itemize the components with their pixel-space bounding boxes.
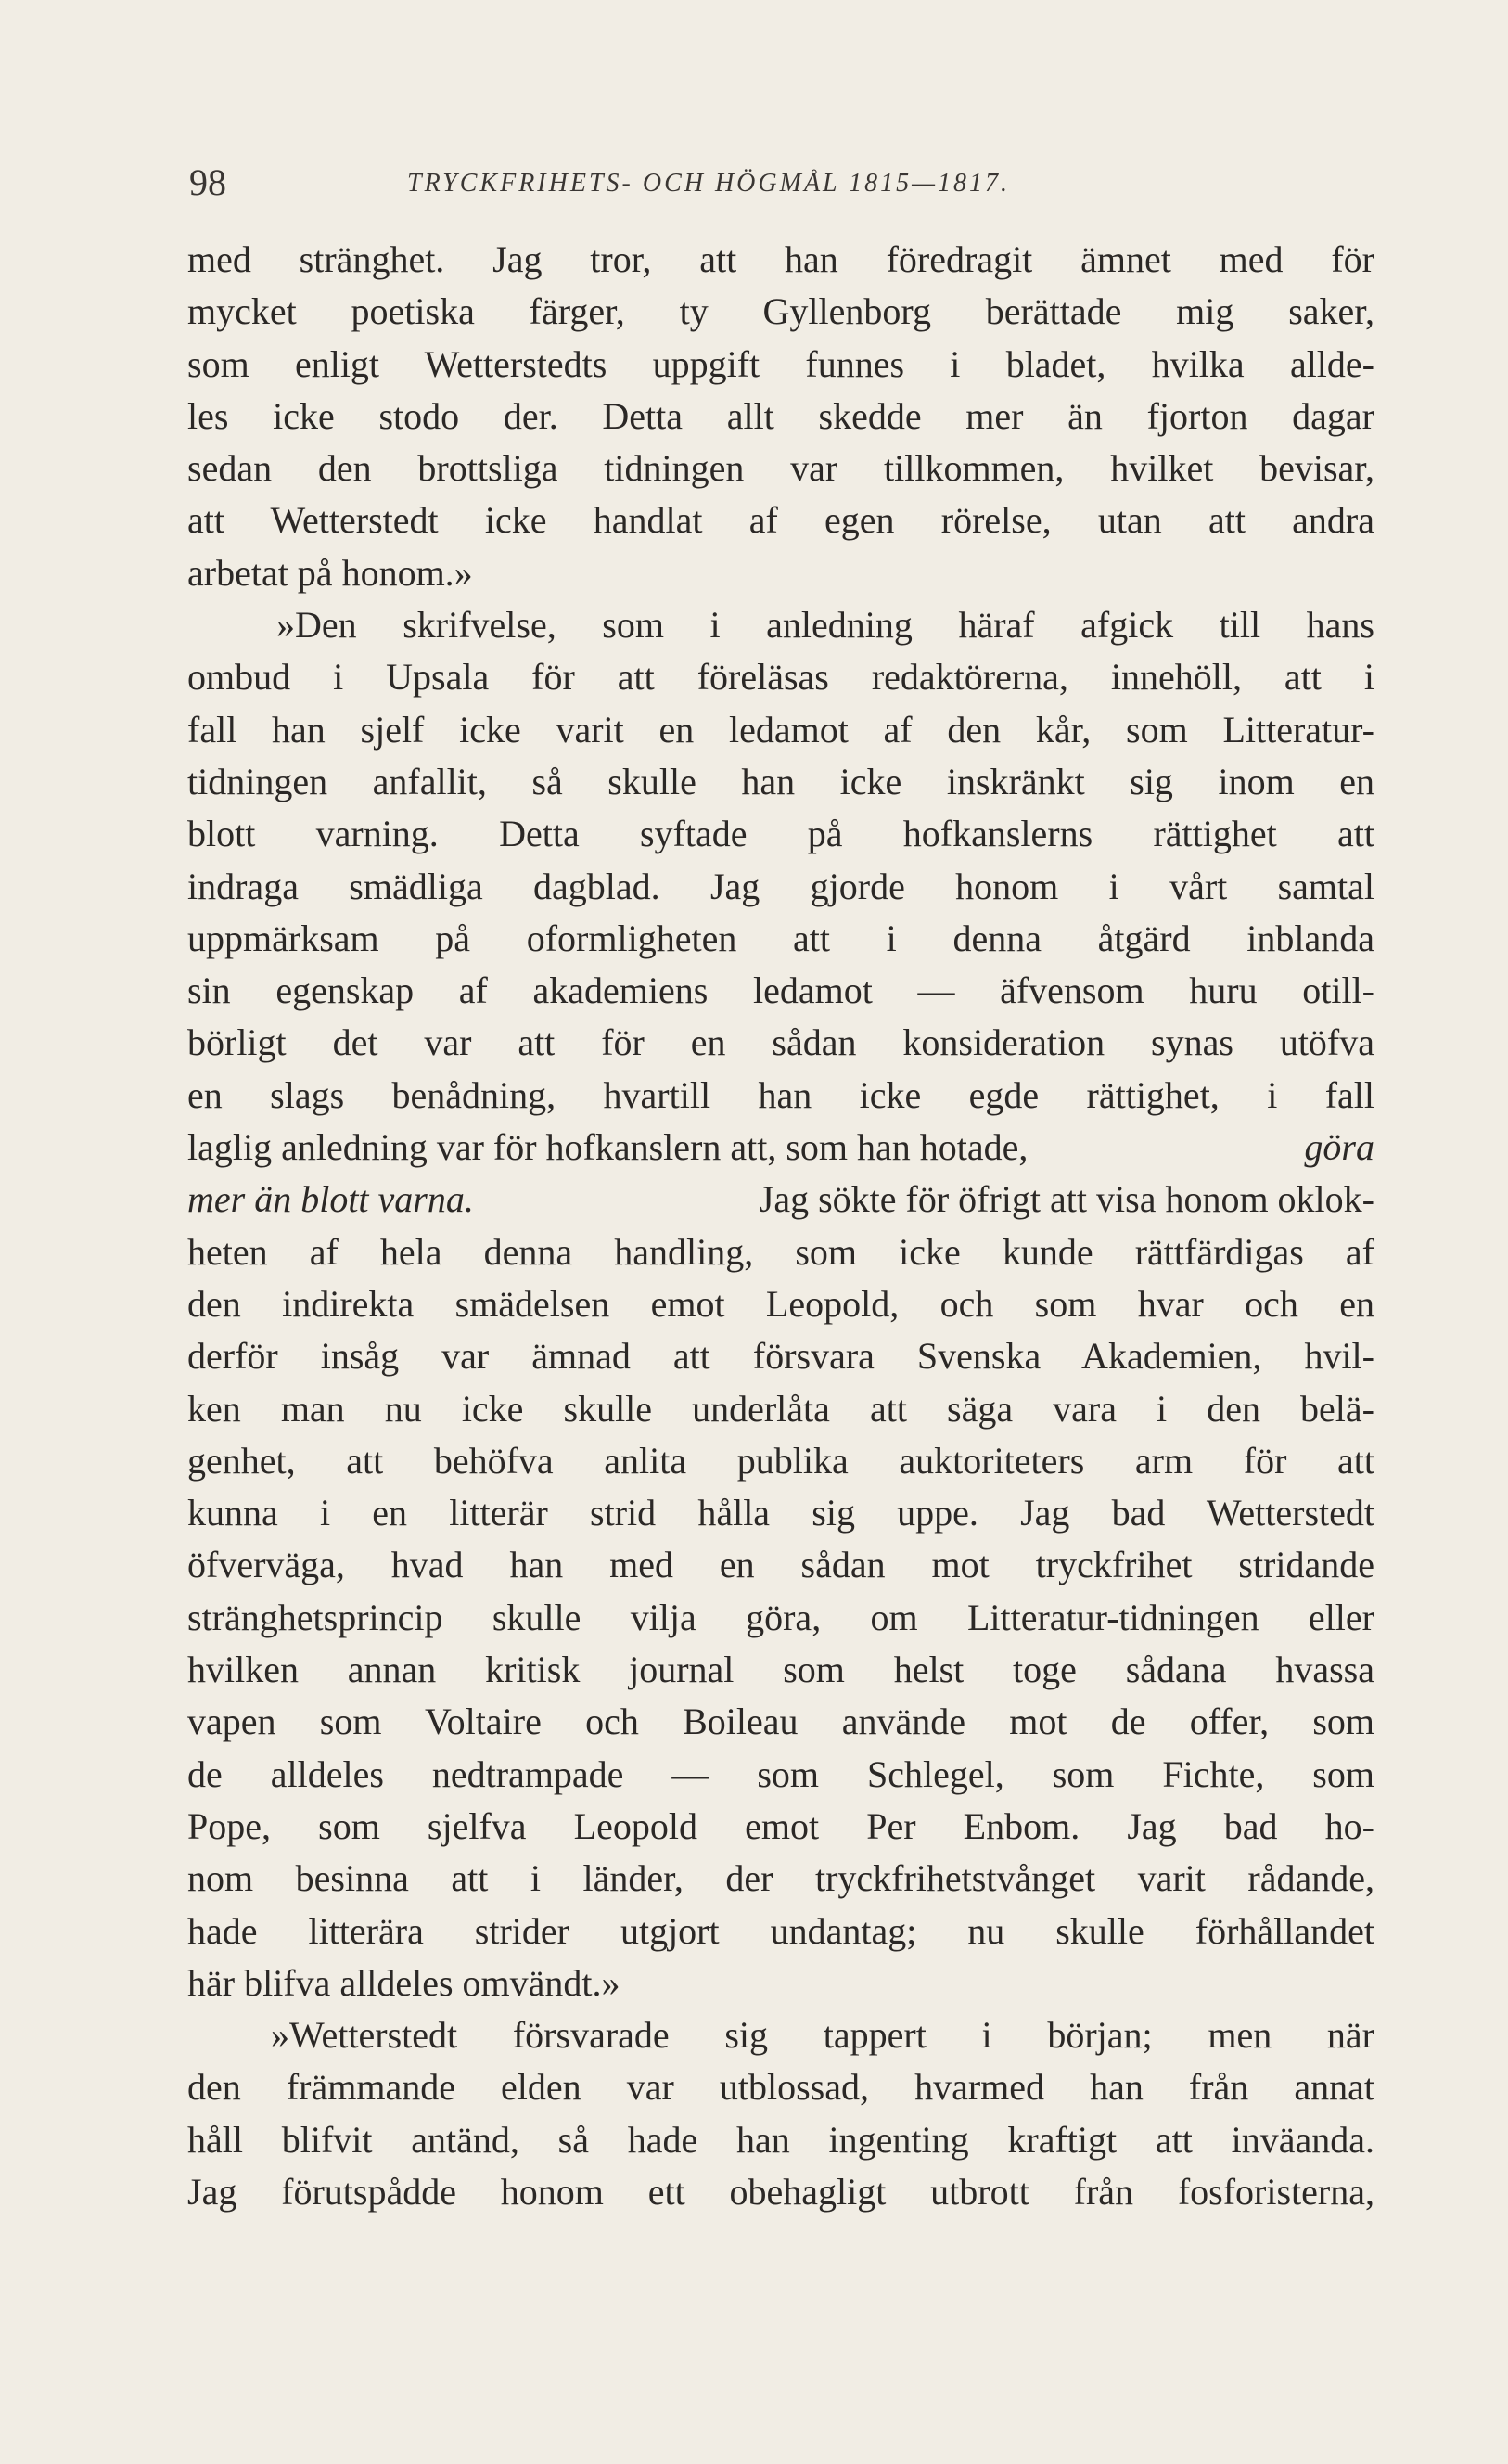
text-line: indraga smädliga dagblad. Jag gjorde honom i vårt samtal — [187, 865, 1374, 907]
text-segment: Jag sökte för öfrigt att visa honom oklok- — [759, 1178, 1374, 1221]
text-line: »Den skrifvelse, som i anledning häraf afgick till hans — [276, 604, 1374, 647]
text-line: blott varning. Detta syftade på hofkanslerns rättighet att — [187, 813, 1374, 855]
text-line-mixed — [187, 1174, 1374, 1226]
text-line: sedan den brottsliga tidningen var tillkommen, hvilket bevisar, — [187, 447, 1374, 490]
text-line: vapen som Voltaire och Boileau använde mot de offer, som — [187, 1700, 1374, 1743]
body-text — [187, 234, 1374, 2218]
text-line: den indirekta smädelsen emot Leopold, och som hvar och en — [187, 1282, 1374, 1325]
text-line: ken man nu icke skulle underlåta att säga vara i den belä- — [187, 1387, 1374, 1430]
text-line: börligt det var att för en sådan konsideration synas utöfva — [187, 1021, 1374, 1064]
text-line: Jag förutspådde honom ett obehagligt utbrott från fosforisterna, — [187, 2170, 1374, 2213]
text-line-mixed — [187, 1122, 1374, 1174]
text-line: som enligt Wetterstedts uppgift funnes i bladet, hvilka allde- — [187, 342, 1374, 385]
text-line: uppmärksam på oformligheten att i denna åtgärd inblanda — [187, 917, 1374, 959]
page-header — [189, 160, 1376, 206]
text-line: hade litterära strider utgjort undantag; nu skulle förhållandet — [187, 1909, 1374, 1952]
text-line: tidningen anfallit, så skulle han icke inskränkt sig inom en — [187, 760, 1374, 802]
text-line: här blifva alldeles omvändt.» — [187, 1961, 620, 2004]
text-line: öfverväga, hvad han med en sådan mot tryckfrihet stridande — [187, 1544, 1374, 1586]
text-segment-italic: mer än blott varna. — [187, 1178, 474, 1221]
text-line: arbetat på honom.» — [187, 551, 473, 594]
text-line: sin egenskap af akademiens ledamot — äfvensom huru otill- — [187, 969, 1374, 1012]
text-line: »Wetterstedt försvarade sig tappert i början; men när — [271, 2014, 1374, 2057]
text-segment-italic: göra — [1304, 1126, 1374, 1169]
text-line: les icke stodo der. Detta allt skedde mer än fjorton dagar — [187, 394, 1374, 437]
text-line: mycket poetiska färger, ty Gyllenborg berättade mig saker, — [187, 290, 1374, 333]
text-segment: laglig anledning var för hofkanslern att, som han hotade, — [187, 1126, 1029, 1169]
text-line: stränghetsprincip skulle vilja göra, om Litteratur-tidningen eller — [187, 1596, 1374, 1638]
page-number: 98 — [189, 161, 226, 203]
text-line: håll blifvit antänd, så hade han ingenting kraftigt att inväanda. — [187, 2118, 1374, 2161]
text-line: de alldeles nedtrampade — som Schlegel, som Fichte, som — [187, 1752, 1374, 1795]
text-line: hvilken annan kritisk journal som helst toge sådana hvassa — [187, 1649, 1374, 1691]
text-line: den främmande elden var utblossad, hvarmed han från annat — [187, 2066, 1374, 2109]
text-line: derför insåg var ämnad att försvara Svenska Akademien, hvil- — [187, 1335, 1374, 1378]
running-head: TRYCKFRIHETS- OCH HÖGMÅL 1815—1817. — [407, 169, 1011, 198]
text-line: genhet, att behöfva anlita publika auktoriteters arm för att — [187, 1439, 1374, 1482]
text-line: ombud i Upsala för att föreläsas redaktörerna, innehöll, att i — [187, 656, 1374, 699]
text-line: nom besinna att i länder, der tryckfrihetstvånget varit rådande, — [187, 1857, 1374, 1900]
text-line: fall han sjelf icke varit en ledamot af den kår, som Litteratur- — [187, 708, 1374, 751]
text-line: att Wetterstedt icke handlat af egen rörelse, utan att andra — [187, 499, 1374, 542]
text-line: Pope, som sjelfva Leopold emot Per Enbom. Jag bad ho- — [187, 1804, 1374, 1847]
text-line: kunna i en litterär strid hålla sig uppe. Jag bad Wetterstedt — [187, 1492, 1374, 1534]
text-line: heten af hela denna handling, som icke kunde rättfärdigas af — [187, 1230, 1374, 1273]
text-line: en slags benådning, hvartill han icke egde rättighet, i fall — [187, 1073, 1374, 1116]
text-line: med stränghet. Jag tror, att han föredragit ämnet med för — [187, 238, 1374, 280]
